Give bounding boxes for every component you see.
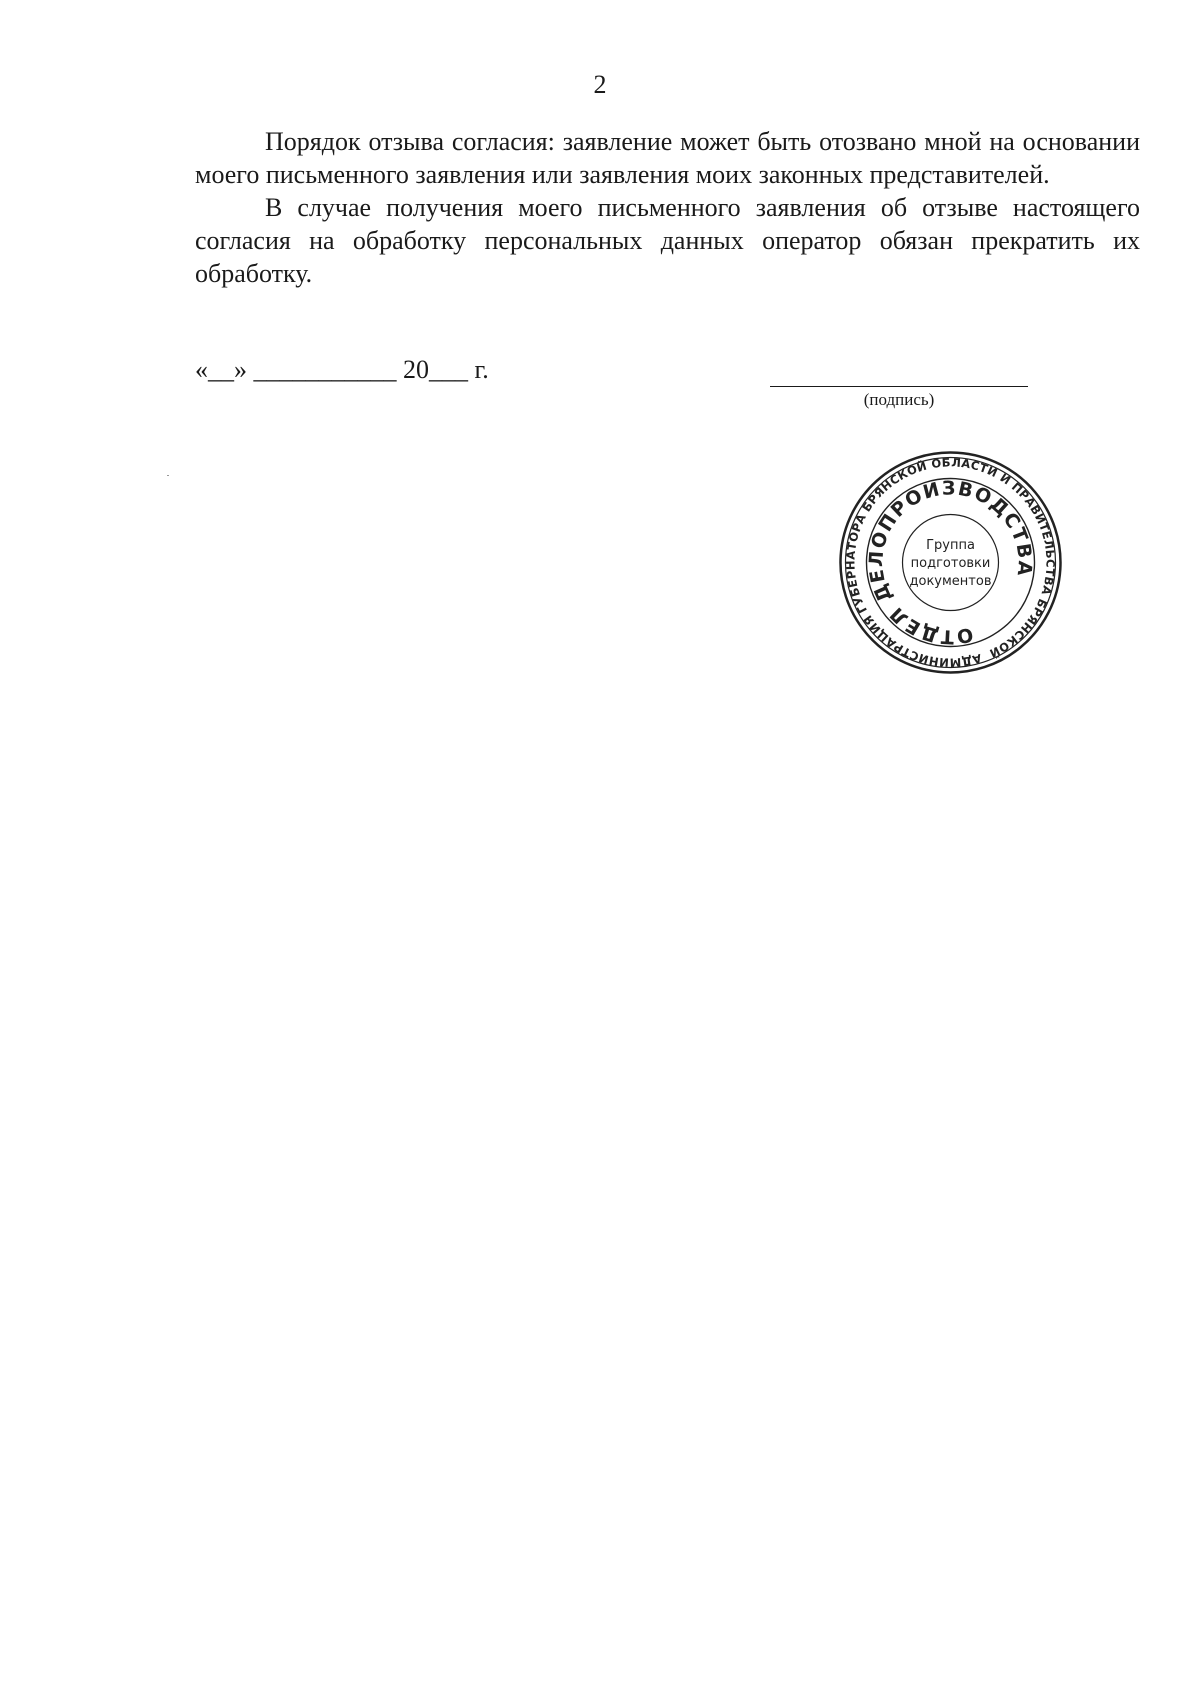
signature-line — [770, 386, 1028, 387]
official-stamp — [838, 450, 1063, 675]
stamp-ring-text: ОТДЕЛ ДЕЛОПРОИЗВОДСТВА — [865, 477, 1036, 648]
stamp-center-line1: Группа — [926, 538, 975, 553]
paragraph-revocation-procedure: Порядок отзыва согласия: заявление может быть отозвано мной на основании моего письменного заявления или заявления моих законных представителей. — [195, 127, 1140, 189]
scan-speck — [167, 475, 169, 476]
stamp-outer-text: АДМИНИСТРАЦИЯ ГУБЕРНАТОРА БРЯНСКОЙ ОБЛАСТИ И ПРАВИТЕЛЬСТВА БРЯНСКОЙ — [843, 455, 1058, 670]
paragraph-operator-obligation: В случае получения моего письменного заявления об отзыве настоящего согласия на обработку персональных данных оператор обязан прекратить их обработку. — [195, 193, 1140, 288]
stamp-center-line2: подготовки — [910, 556, 991, 571]
date-line: «__» ___________ 20___ г. — [195, 355, 489, 384]
signature-caption: (подпись) — [863, 390, 935, 409]
body-text — [195, 125, 1140, 290]
page-number: 2 — [593, 70, 607, 99]
stamp-center-line3: документов — [909, 574, 992, 589]
